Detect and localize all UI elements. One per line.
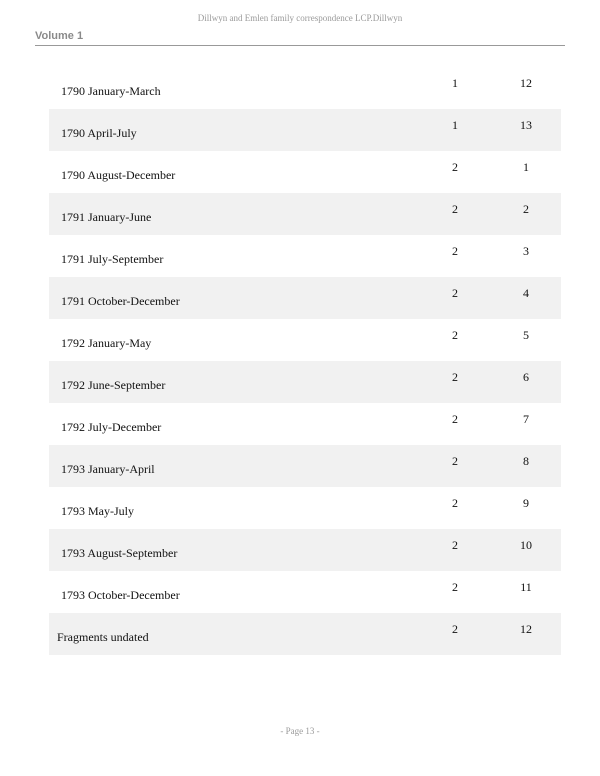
item-description: 1791 January-June (61, 210, 152, 224)
list-item (49, 67, 561, 109)
list-item (49, 193, 561, 235)
item-folder-number: 13 (520, 118, 532, 132)
item-folder-number: 8 (523, 454, 529, 468)
item-folder-number: 2 (523, 202, 529, 216)
list-item (49, 109, 561, 151)
item-box-number: 2 (452, 286, 458, 300)
item-box-number: 2 (452, 580, 458, 594)
list-item (49, 529, 561, 571)
item-box-number: 2 (452, 538, 458, 552)
list-item (49, 361, 561, 403)
list-item (49, 571, 561, 613)
item-description: 1793 August-September (61, 546, 178, 560)
item-description: 1791 July-September (61, 252, 164, 266)
item-folder-number: 6 (523, 370, 529, 384)
item-folder-number: 9 (523, 496, 529, 510)
item-folder-number: 7 (523, 412, 529, 426)
list-item (49, 319, 561, 361)
item-folder-number: 4 (523, 286, 529, 300)
running-header: Dillwyn and Emlen family correspondence LCP.Dillwyn (197, 13, 403, 23)
item-folder-number: 11 (520, 580, 532, 594)
item-folder-number: 5 (523, 328, 529, 342)
list-item (49, 487, 561, 529)
item-description: 1790 April-July (61, 126, 137, 140)
item-folder-number: 12 (520, 76, 532, 90)
list-item (49, 277, 561, 319)
list-item (49, 151, 561, 193)
item-description: 1793 October-December (61, 588, 180, 602)
item-box-number: 2 (452, 454, 458, 468)
page-number: - Page 13 - (280, 726, 320, 736)
list-item (49, 613, 561, 655)
section-header (35, 29, 565, 46)
item-folder-number: 1 (523, 160, 529, 174)
item-description: 1790 January-March (61, 84, 161, 98)
list-item (49, 235, 561, 277)
item-box-number: 2 (452, 622, 458, 636)
item-folder-number: 12 (520, 622, 532, 636)
item-box-number: 1 (452, 118, 458, 132)
item-description: Fragments undated (57, 630, 149, 644)
item-description: 1792 July-December (61, 420, 162, 434)
item-box-number: 2 (452, 496, 458, 510)
item-description: 1793 May-July (61, 504, 134, 518)
item-folder-number: 10 (520, 538, 532, 552)
item-box-number: 2 (452, 412, 458, 426)
item-box-number: 2 (452, 202, 458, 216)
section-title: Volume 1 (35, 30, 84, 42)
item-description: 1791 October-December (61, 294, 180, 308)
item-description: 1792 January-May (61, 336, 152, 350)
item-box-number: 2 (452, 160, 458, 174)
item-box-number: 2 (452, 370, 458, 384)
container-list (49, 67, 561, 655)
item-description: 1793 January-April (61, 462, 155, 476)
item-box-number: 1 (452, 76, 458, 90)
item-description: 1790 August-December (61, 168, 176, 182)
item-description: 1792 June-September (61, 378, 166, 392)
item-folder-number: 3 (523, 244, 529, 258)
list-item (49, 403, 561, 445)
list-item (49, 445, 561, 487)
item-box-number: 2 (452, 244, 458, 258)
item-box-number: 2 (452, 328, 458, 342)
